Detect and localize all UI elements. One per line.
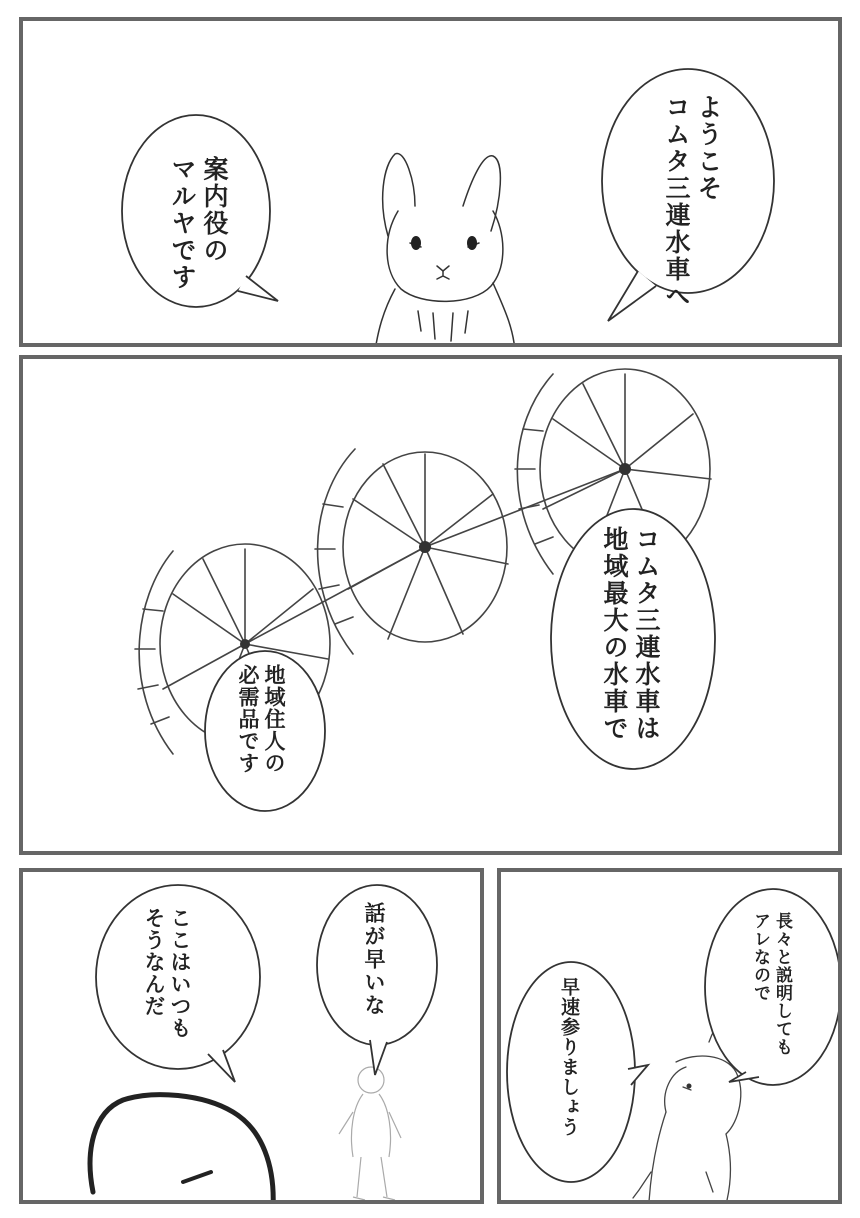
bubble-text	[660, 94, 724, 310]
text-line: 地域住人の	[262, 664, 286, 774]
speech-bubble-lets-go	[503, 957, 633, 1187]
text-line: 長々と説明しても	[772, 912, 792, 1056]
text-line: ようこそ	[694, 94, 723, 202]
text-line: コムタ三連水車は	[632, 526, 661, 742]
panel-4	[497, 868, 842, 1204]
speech-bubble-fast-talk	[315, 880, 440, 1070]
panel-1	[19, 17, 842, 347]
bubble-text	[749, 912, 793, 1056]
bubble-text	[166, 156, 230, 291]
text-line: 案内役の	[200, 156, 229, 264]
text-line: マルヤです	[168, 156, 197, 291]
panel-3	[19, 868, 484, 1204]
text-line: そうなんだ	[142, 907, 166, 1017]
bubble-text	[361, 902, 387, 1017]
bubble-text	[598, 526, 662, 742]
text-line: 地域最大の水車で	[600, 526, 629, 742]
speech-bubble-long-explanation	[701, 887, 841, 1092]
text-line: ここはいつも	[168, 907, 192, 1039]
text-line: コムタ三連水車へ	[662, 94, 691, 310]
speech-bubble-always	[93, 882, 263, 1082]
waterwheels-illustration	[23, 359, 842, 855]
text-line: 早速参りましょう	[558, 977, 580, 1137]
speech-bubble-welcome	[598, 66, 778, 311]
panel-2	[19, 355, 842, 855]
speech-bubble-necessity	[203, 649, 328, 814]
text-line: 話が早いな	[362, 902, 386, 1017]
text-line: アレなので	[750, 912, 770, 1002]
text-line: 必需品です	[236, 664, 260, 774]
speech-bubble-intro	[118, 111, 278, 316]
bubble-text	[557, 977, 581, 1137]
bubble-text	[235, 664, 287, 774]
speech-bubble-waterwheel	[548, 504, 718, 774]
bubble-text	[141, 907, 193, 1039]
